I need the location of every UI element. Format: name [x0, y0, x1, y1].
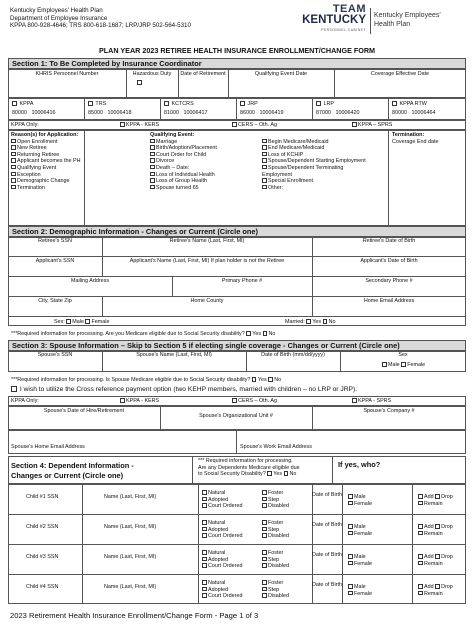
child-1-sex: Male Female — [348, 494, 372, 507]
org-info — [10, 7, 191, 30]
org-line-1: Kentucky Employees' Health Plan — [10, 7, 103, 14]
retiree-name-label: Retiree's Name (Last, First, MI) — [169, 238, 245, 244]
system-lrp[interactable]: LRP — [316, 101, 334, 108]
spouse-sex-options: Male Female — [382, 362, 425, 369]
child-2-sex: Male Female — [348, 524, 372, 537]
medicare-question: ***Required information for processing. Are you Medicare eligible due to Social Security disability? Yes No — [11, 331, 276, 337]
qe-death[interactable]: Death – Date: — [150, 165, 217, 172]
mailing-address-label: Mailing Address — [70, 278, 110, 284]
form-title: PLAN YEAR 2023 RETIREE HEALTH INSURANCE ENROLLMENT/CHANGE FORM — [98, 46, 376, 55]
system-jrp-codes: 86000 10006419 — [240, 110, 284, 116]
qualifying-event-date-label: Qualifying Event Date — [254, 71, 308, 77]
child-4-ssn-label: Child #4 SSN — [26, 584, 59, 590]
child-3-relation: Natural Adopted Court Ordered — [202, 550, 242, 570]
child-3-relation-2: Foster Step Disabled — [262, 550, 289, 570]
reason-termination[interactable]: Termination — [11, 185, 81, 192]
section-3-title: Section 3: Spouse Information – Skip to Section 5 if electing single coverage - Changes or Current (Circle one) — [8, 340, 466, 352]
system-kppa-rtw[interactable]: KPPA RTW — [392, 101, 427, 108]
system-trs-codes: 85000 10006418 — [88, 110, 132, 116]
retiree-dob-label: Retiree's Date of Birth — [362, 238, 416, 244]
child-1-relation-2: Foster Step Disabled — [262, 490, 289, 510]
qe-end-medicare[interactable]: End Medicare/Medicaid — [262, 145, 374, 152]
qe-loss-kchip[interactable]: Loss of KCHIP — [262, 152, 374, 159]
child-4-relation-2: Foster Step Disabled — [262, 580, 289, 600]
child-3-sex: Male Female — [348, 554, 372, 567]
kppa-only-label: KPPA Only: — [11, 122, 39, 128]
reason-exception[interactable]: Exception — [11, 172, 81, 179]
child-3-dob-label: Date of Birth — [312, 552, 342, 558]
qe-loss-group[interactable]: Loss of Group Health — [150, 178, 217, 185]
system-kctcrs-codes: 81000 10006417 — [164, 110, 208, 116]
child-4-action: Add Drop Remain — [418, 584, 453, 597]
spouse-cers[interactable]: CERS – Oth. Ag — [232, 398, 277, 405]
spouse-kppa-sprs[interactable]: KPPA - SPRS — [352, 398, 391, 405]
team-kentucky-logo: TEAM KENTUCKY PERSONNEL CABINET — [302, 3, 366, 32]
qualifying-event-list-2 — [262, 139, 374, 192]
hazardous-duty-label: Hazardous Duty — [132, 71, 172, 77]
reason-open-enrollment[interactable]: Open Enrollment — [11, 139, 81, 146]
child-4-name-label: Name (Last, First, MI) — [104, 584, 157, 590]
married-yes-checkbox[interactable] — [306, 319, 311, 324]
sex-field: Sex: Male Female — [54, 319, 110, 325]
child-4-relation: Natural Adopted Court Ordered — [202, 580, 242, 600]
medicare-no-checkbox[interactable] — [263, 331, 268, 336]
system-kppa-codes: 80000 10006416 — [12, 110, 56, 116]
child-1-action: Add Drop Remain — [418, 494, 453, 507]
dependent-medicare-question: *** Required information for processing. Are any Dependents Medicare eligible due to Social Security Disability? Yes No — [198, 458, 300, 478]
child-2-ssn-label: Child #2 SSN — [26, 524, 59, 530]
married-field: Married: Yes No — [285, 319, 336, 325]
child-1-ssn-label: Child #1 SSN — [26, 494, 59, 500]
reason-new-retiree[interactable]: New Retiree — [11, 145, 81, 152]
child-2-relation: Natural Adopted Court Ordered — [202, 520, 242, 540]
child-1-relation: Natural Adopted Court Ordered — [202, 490, 242, 510]
qe-begin-medicare[interactable]: Begin Medicare/Medicaid — [262, 139, 374, 146]
qe-court-order[interactable]: Court Order for Child — [150, 152, 217, 159]
qualifying-event-list: Qualifying Event: Marriage Birth/Adoption/Placement Court Order for Child Divorce Death – Date: Loss of Individual Health Loss of Group Health Spouse turned 65 — [150, 132, 217, 191]
child-1-dob-label: Date of Birth — [312, 492, 342, 498]
coverage-end-date[interactable]: Coverage End date — [392, 138, 439, 145]
female-checkbox[interactable] — [85, 319, 90, 324]
spouse-org-unit-label: Spouse's Organizational Unit # — [199, 413, 273, 419]
child-2-dob-label: Date of Birth — [312, 522, 342, 528]
spouse-sex-label: Sex — [398, 352, 408, 358]
reason-qualifying-event[interactable]: Qualifying Event — [11, 165, 81, 172]
qe-loss-individual[interactable]: Loss of Individual Health — [150, 172, 217, 179]
child-3-action: Add Drop Remain — [418, 554, 453, 567]
org-line-2: Department of Employee Insurance — [10, 14, 108, 22]
reasons-list: Reason(s) for Application: Open Enrollment New Retiree Returning Retiree Applicant becomes the PH Qualifying Event Exception Demographic Change Termination — [11, 132, 81, 191]
cross-reference-option[interactable]: I wish to utilize the Cross reference payment option (two KEHP members, married with children – no LRP or JRP). — [11, 386, 357, 394]
child-2-name-label: Name (Last, First, MI) — [104, 524, 157, 530]
hazardous-duty-checkbox[interactable] — [137, 80, 143, 87]
kehp-logo-text: Kentucky Employees' Health Plan — [374, 12, 441, 28]
spouse-dob-label: Date of Birth (mm/dd/yyyy) — [261, 352, 325, 358]
cers-option[interactable]: CERS – Oth. Ag — [232, 122, 277, 129]
coverage-effective-date-label: Coverage Effective Date — [370, 71, 430, 77]
reason-returning-retiree[interactable]: Returning Retiree — [11, 152, 81, 159]
system-kctcrs[interactable]: KCTCRS — [164, 101, 194, 108]
spouse-home-email-label: Spouse's Home Email Address — [11, 444, 85, 450]
spouse-work-email-label: Spouse's Work Email Address — [240, 444, 312, 450]
married-no-checkbox[interactable] — [323, 319, 328, 324]
khris-number-label: KHRIS Personnel Number — [35, 71, 99, 77]
spouse-kppa-kers[interactable]: KPPA - KERS — [120, 398, 159, 405]
spouse-ssn-label: Spouse's SSN — [37, 352, 73, 358]
if-yes-who-label: If yes, who? — [338, 460, 381, 469]
qe-special-enrollment[interactable]: Special Enrollment — [262, 178, 374, 185]
reason-demographic-change[interactable]: Demographic Change — [11, 178, 81, 185]
secondary-phone-label: Secondary Phone # — [365, 278, 413, 284]
system-lrp-codes: 87000 10006420 — [316, 110, 360, 116]
qe-spouse-65[interactable]: Spouse turned 65 — [150, 185, 217, 192]
male-checkbox[interactable] — [66, 319, 71, 324]
system-trs[interactable]: TRS — [88, 101, 106, 108]
system-kppa-rtw-codes: 80000 10006464 — [392, 110, 436, 116]
spouse-hire-date-label: Spouse's Date of Hire/Retirement — [43, 408, 125, 414]
child-3-ssn-label: Child #3 SSN — [26, 554, 59, 560]
medicare-yes-checkbox[interactable] — [246, 331, 251, 336]
page-footer: 2023 Retirement Health Insurance Enrollment/Change Form - Page 1 of 3 — [10, 611, 259, 620]
system-kppa[interactable]: KPPA — [12, 101, 33, 108]
primary-phone-label: Primary Phone # — [221, 278, 263, 284]
system-jrp[interactable]: JRP — [240, 101, 258, 108]
termination-block: Termination: Coverage End date — [392, 132, 439, 145]
applicant-ssn-label: Applicant's SSN — [35, 258, 75, 264]
section-4-title: Section 4: Dependent Information - Changes or Current (Circle one) — [11, 461, 134, 480]
kppa-sprs-option[interactable]: KPPA – SPRS — [352, 122, 392, 129]
section-2-title: Section 2: Demographic Information - Changes or Current (Circle one) — [8, 226, 466, 238]
spouse-kppa-only-label: KPPA Only: — [11, 398, 39, 404]
spouse-company-label: Spouse's Company # — [363, 408, 415, 414]
home-email-label: Home Email Address — [363, 298, 415, 304]
spouse-name-label: Spouse's Name (Last, First, MI) — [136, 352, 212, 358]
org-line-3: KPPA 800-928-4646; TRS 800-618-1687; LRP/JRP 502-564-5310 — [10, 22, 191, 30]
qe-divorce[interactable]: Divorce — [150, 158, 217, 165]
child-2-relation-2: Foster Step Disabled — [262, 520, 289, 540]
retirement-date-label: Date of Retirement — [180, 71, 226, 77]
qe-marriage[interactable]: Marriage — [150, 139, 217, 146]
child-4-dob-label: Date of Birth — [312, 582, 342, 588]
applicant-name-label: Applicant's Name (Last, First, MI) If plan holder is not the Retiree — [129, 258, 285, 264]
child-1-name-label: Name (Last, First, MI) — [104, 494, 157, 500]
qe-terminating-employment[interactable]: Spouse/Dependent Terminating Employment — [262, 164, 344, 178]
home-county-label: Home County — [190, 298, 224, 304]
child-3-name-label: Name (Last, First, MI) — [104, 554, 157, 560]
spouse-medicare-question: ***Required information for processing. Is Spouse Medicare eligible due to Social Security disability? Yes No — [11, 377, 282, 383]
qe-other[interactable]: Other: — [262, 185, 374, 192]
child-4-sex: Male Female — [348, 584, 372, 597]
section-1-title: Section 1: To Be Completed by Insurance Coordinator — [8, 58, 466, 70]
kppa-kers-option[interactable]: KPPA - KERS — [120, 122, 159, 129]
applicant-dob-label: Applicant's Date of Birth — [360, 258, 418, 264]
city-state-zip-label: City, State Zip — [38, 298, 72, 304]
qe-starting-employment[interactable]: Spouse/Dependent Starting Employment — [262, 158, 370, 165]
retiree-ssn-label: Retiree's SSN — [38, 238, 72, 244]
child-2-action: Add Drop Remain — [418, 524, 453, 537]
reason-applicant-ph[interactable]: Applicant becomes the PH — [11, 158, 81, 165]
qe-birth[interactable]: Birth/Adoption/Placement — [150, 145, 217, 152]
